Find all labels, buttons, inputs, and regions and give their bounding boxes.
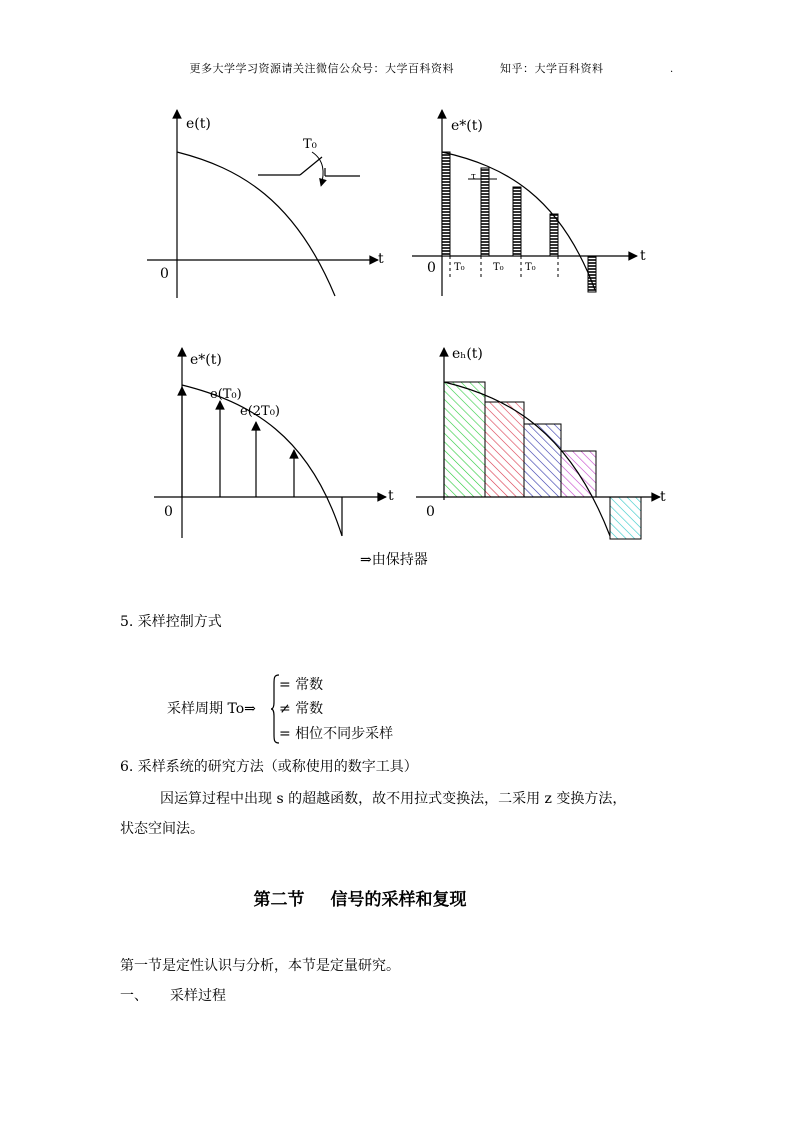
- subsection-number: 一、: [120, 988, 148, 1004]
- y-axis-label: e(t): [186, 116, 211, 132]
- brace-item: ≠ 常数: [279, 701, 324, 717]
- hold-step: [485, 402, 524, 497]
- brace-item: = 相位不同步采样: [279, 726, 394, 742]
- sampling-period-label: 采样周期 To⇒: [167, 701, 256, 717]
- tick-label: T₀: [493, 262, 504, 273]
- origin-label: 0: [426, 504, 435, 520]
- section-title-text: 信号的采样和复现: [330, 890, 467, 910]
- brace-item: = 常数: [279, 677, 324, 693]
- section-6-paragraph: 因运算过程中出现 s 的超越函数，故不用拉式变换法，二采用 z 变换方法，: [160, 791, 627, 807]
- origin-label: 0: [427, 260, 436, 276]
- subsection-title: 采样过程: [170, 988, 226, 1004]
- page-header: [0, 60, 793, 76]
- sample-annotation: e(T₀): [210, 387, 242, 402]
- tick-label: T₀: [454, 262, 465, 273]
- section-title: [0, 885, 720, 910]
- hold-step: [444, 382, 485, 497]
- figure-continuous-signal: [140, 100, 390, 300]
- header-right-text: 知乎：大学百科资料: [500, 62, 604, 75]
- header-left-text: 更多大学学习资源请关注微信公众号：大学百科资料: [189, 62, 454, 75]
- figure-sampled-pulses: [405, 100, 655, 300]
- signal-curve: [177, 152, 335, 296]
- hold-step: [610, 497, 641, 539]
- sample-pulse: [513, 187, 521, 256]
- pulse-width-mark: τ: [471, 172, 476, 182]
- origin-label: 0: [164, 504, 173, 520]
- y-axis-label: e*(t): [451, 118, 483, 134]
- subsection-heading: [120, 986, 226, 1006]
- x-axis-label: t: [640, 248, 646, 264]
- origin-label: 0: [160, 266, 169, 282]
- sampling-period-brace: [167, 672, 467, 744]
- sample-pulse: [442, 152, 450, 256]
- figure-hold-output: [410, 340, 675, 545]
- x-axis-label: t: [660, 489, 666, 505]
- section-6-paragraph: 状态空间法。: [120, 821, 204, 837]
- intro-paragraph: 第一节是定性认识与分析，本节是定量研究。: [120, 958, 400, 974]
- switch-label: T₀: [303, 137, 317, 152]
- sampling-switch-icon: [258, 152, 360, 186]
- hold-step: [524, 424, 561, 497]
- header-dot: .: [670, 64, 674, 75]
- figure-impulse-samples: [140, 340, 400, 545]
- sample-pulse: [481, 168, 489, 256]
- section-number: 第二节: [253, 890, 305, 910]
- x-axis-label: t: [378, 251, 384, 267]
- sample-annotation: e(2T₀): [240, 404, 280, 419]
- y-axis-label: eₕ(t): [452, 346, 483, 362]
- tick-label: T₀: [525, 262, 536, 273]
- section-5-heading: 5. 采样控制方式: [120, 614, 222, 630]
- section-6-heading: 6. 采样系统的研究方法（或称使用的数字工具）: [120, 759, 418, 775]
- figure-caption: ⇒由保持器: [360, 552, 428, 568]
- x-axis-label: t: [388, 488, 394, 504]
- y-axis-label: e*(t): [190, 352, 222, 368]
